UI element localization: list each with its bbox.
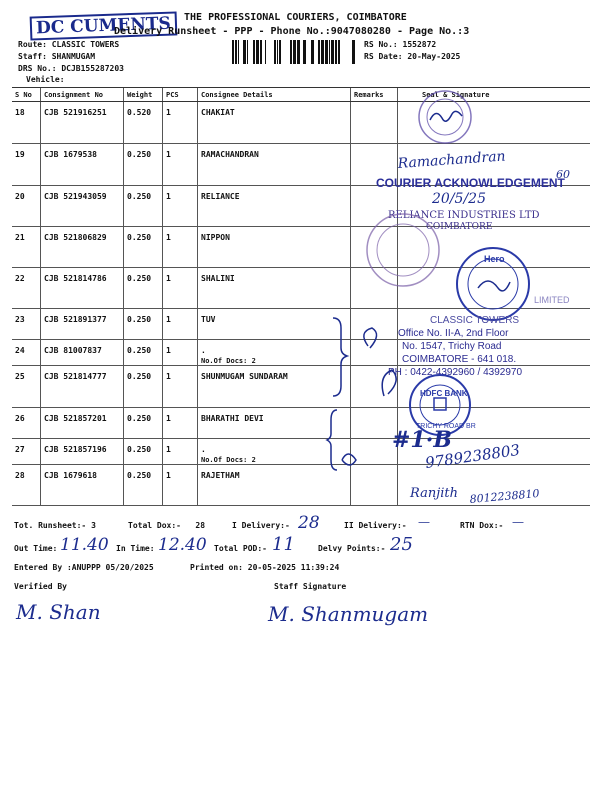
in-time-value: 12.40 <box>158 535 207 555</box>
staff-label: Staff: SHANMUGAM <box>18 52 96 61</box>
row-consignment: CJB 521806829 <box>41 227 124 268</box>
drs-label: DRS No.: DCJB155287203 <box>18 64 124 73</box>
row-weight: 0.250 <box>124 268 163 309</box>
svg-text:PH : 0422-4392960 / 4392970: PH : 0422-4392960 / 4392970 <box>388 367 522 378</box>
total-dox: Total Dox:- 28 <box>128 521 206 530</box>
in-time-label: In Time: <box>116 544 155 553</box>
row-pcs: 1 <box>163 465 198 506</box>
row-sno: 22 <box>12 268 41 309</box>
rtn-dox-label: RTN Dox:- <box>460 521 504 530</box>
printed-on: Printed on: 20-05-2025 11:39:24 <box>190 563 340 572</box>
row-sno: 24 <box>12 340 41 366</box>
row-weight: 0.250 <box>124 186 163 227</box>
row-pcs: 1 <box>163 144 198 186</box>
col-weight: Weight <box>124 88 163 102</box>
row-consignment: CJB 521814777 <box>41 366 124 408</box>
courier-ack-stamp: COURIER ACKNOWLEDGEMENT <box>376 176 565 190</box>
col-seal-signature: Seal & Signature <box>398 88 591 102</box>
row-consignment: CJB 521814786 <box>41 268 124 309</box>
rtn-dox-value: — <box>512 515 524 529</box>
row-pcs: 1 <box>163 227 198 268</box>
limited-stamp-text: LIMITED <box>534 295 570 305</box>
runsheet-subtitle: Delivery Runsheet - PPP - Phone No.:9047080280 - Page No.:3 <box>114 26 470 37</box>
row-consignee: RAJETHAM <box>198 465 351 506</box>
verified-by-label: Verified By <box>14 582 67 591</box>
signature-row27 <box>342 454 356 465</box>
row-consignment: CJB 1679538 <box>41 144 124 186</box>
row-pcs: 1 <box>163 268 198 309</box>
col-remarks: Remarks <box>351 88 398 102</box>
col-consignment: Consignment No <box>41 88 124 102</box>
reliance-stamp-city: COIMBATORE <box>426 222 493 232</box>
row-sno: 25 <box>12 366 41 408</box>
row-consignment: CJB 521857201 <box>41 408 124 439</box>
signature-row28: Ranjith <box>410 486 458 501</box>
row-sno: 21 <box>12 227 41 268</box>
no-of-docs: No.Of Docs: 2 <box>201 456 256 464</box>
row-pcs: 1 <box>163 186 198 227</box>
round-stamp-row18 <box>419 91 471 143</box>
ii-delivery-label: II Delivery:- <box>344 521 407 530</box>
dc-cuments-stamp: DC CUMENTS <box>30 11 178 40</box>
handwriting-row19: Ramachandran <box>397 148 507 172</box>
i-delivery-label: I Delivery:- <box>232 521 290 530</box>
no-of-docs: No.Of Docs: 2 <box>201 357 256 365</box>
row-consignee: TUV <box>198 309 351 340</box>
entered-by: Entered By :ANUPPP 05/20/2025 <box>14 563 154 572</box>
signature-row18 <box>430 111 462 121</box>
row-consignee: NIPPON <box>198 227 351 268</box>
row-consignee: SHUNMUGAM SUNDARAM <box>198 366 351 408</box>
staff-signature-label: Staff Signature <box>274 582 347 591</box>
row-sno: 27 <box>12 439 41 465</box>
reliance-stamp: RELIANCE INDUSTRIES LTD <box>388 210 540 221</box>
row-weight: 0.250 <box>124 227 163 268</box>
delvy-points-label: Delvy Points:- <box>318 544 386 553</box>
i-delivery-value: 28 <box>298 513 320 533</box>
row-weight: 0.250 <box>124 465 163 506</box>
row-consignee: CHAKIAT <box>198 102 351 144</box>
hero-stamp-text: Hero <box>484 254 505 264</box>
col-sno: S No <box>12 88 41 102</box>
row-sno: 20 <box>12 186 41 227</box>
row-consignee: . No.Of Docs: 2 <box>198 439 351 465</box>
row-consignment: CJB 521891377 <box>41 309 124 340</box>
row-sno: 28 <box>12 465 41 506</box>
row-pcs: 1 <box>163 408 198 439</box>
classic-towers-stamp <box>388 315 522 378</box>
row-sno: 18 <box>12 102 41 144</box>
vehicle-label: Vehicle: <box>26 75 65 84</box>
col-consignee: Consignee Details <box>198 88 351 102</box>
row-consignment: CJB 81007837 <box>41 340 124 366</box>
brace-rows-26-27 <box>327 410 337 470</box>
round-stamp-row21 <box>367 214 439 286</box>
row-pcs: 1 <box>163 340 198 366</box>
out-time-label: Out Time: <box>14 544 58 553</box>
row-consignment: CJB 1679618 <box>41 465 124 506</box>
total-pod-value: 11 <box>272 534 295 555</box>
staff-signature: M. Shanmugam <box>268 602 429 626</box>
brace-rows-23-24 <box>333 318 347 396</box>
initials-row26: #1·B <box>392 427 452 453</box>
row-pcs: 1 <box>163 309 198 340</box>
row-weight: 0.250 <box>124 144 163 186</box>
handwriting-row19-num: 60 <box>556 168 570 181</box>
signature-row23 <box>364 328 377 348</box>
row-consignee: SHALINI <box>198 268 351 309</box>
phone-row26: 9789238803 <box>424 440 522 472</box>
row-weight: 0.250 <box>124 408 163 439</box>
row-sno: 26 <box>12 408 41 439</box>
phone-row28: 8012238810 <box>469 486 540 506</box>
svg-text:COIMBATORE - 641 018.: COIMBATORE - 641 018. <box>402 354 517 365</box>
row-consignee: RAMACHANDRAN <box>198 144 351 186</box>
row-consignee: . No.Of Docs: 2 <box>198 340 351 366</box>
row-weight: 0.520 <box>124 102 163 144</box>
hdfc-stamp-text: HDFC BANK <box>420 389 468 398</box>
ii-delivery-value: — <box>418 515 430 529</box>
out-time-value: 11.40 <box>60 535 109 555</box>
trichy-stamp-text: TRICHY ROAD BR <box>416 423 476 430</box>
delvy-points-value: 25 <box>390 534 413 555</box>
row-pcs: 1 <box>163 439 198 465</box>
row-sno: 23 <box>12 309 41 340</box>
row-pcs: 1 <box>163 366 198 408</box>
route-label: Route: CLASSIC TOWERS <box>18 40 120 49</box>
row-consignment: CJB 521857196 <box>41 439 124 465</box>
rs-date-label: RS Date: 20-May-2025 <box>364 52 461 61</box>
handwriting-row20-date: 20/5/25 <box>432 191 486 207</box>
total-pod-label: Total POD:- <box>214 544 267 553</box>
row-consignee: RELIANCE <box>198 186 351 227</box>
tot-runsheet: Tot. Runsheet:- 3 <box>14 521 96 530</box>
col-pcs: PCS <box>163 88 198 102</box>
svg-text:No. 1547, Trichy Road: No. 1547, Trichy Road <box>402 341 502 352</box>
row-consignee: BHARATHI DEVI <box>198 408 351 439</box>
row-sno: 19 <box>12 144 41 186</box>
row-weight: 0.250 <box>124 366 163 408</box>
rs-no-label: RS No.: 1552872 <box>364 40 437 49</box>
row-consignment: CJB 521916251 <box>41 102 124 144</box>
row-pcs: 1 <box>163 102 198 144</box>
svg-text:Office No. II-A, 2nd Floor: Office No. II-A, 2nd Floor <box>398 328 509 339</box>
company-title: THE PROFESSIONAL COURIERS, COIMBATORE <box>184 12 407 23</box>
verified-signature: M. Shan <box>16 600 101 624</box>
row-consignment: CJB 521943059 <box>41 186 124 227</box>
row-weight: 0.250 <box>124 309 163 340</box>
row-weight: 0.250 <box>124 340 163 366</box>
row-weight: 0.250 <box>124 439 163 465</box>
svg-text:CLASSIC TOWERS: CLASSIC TOWERS <box>430 315 520 326</box>
